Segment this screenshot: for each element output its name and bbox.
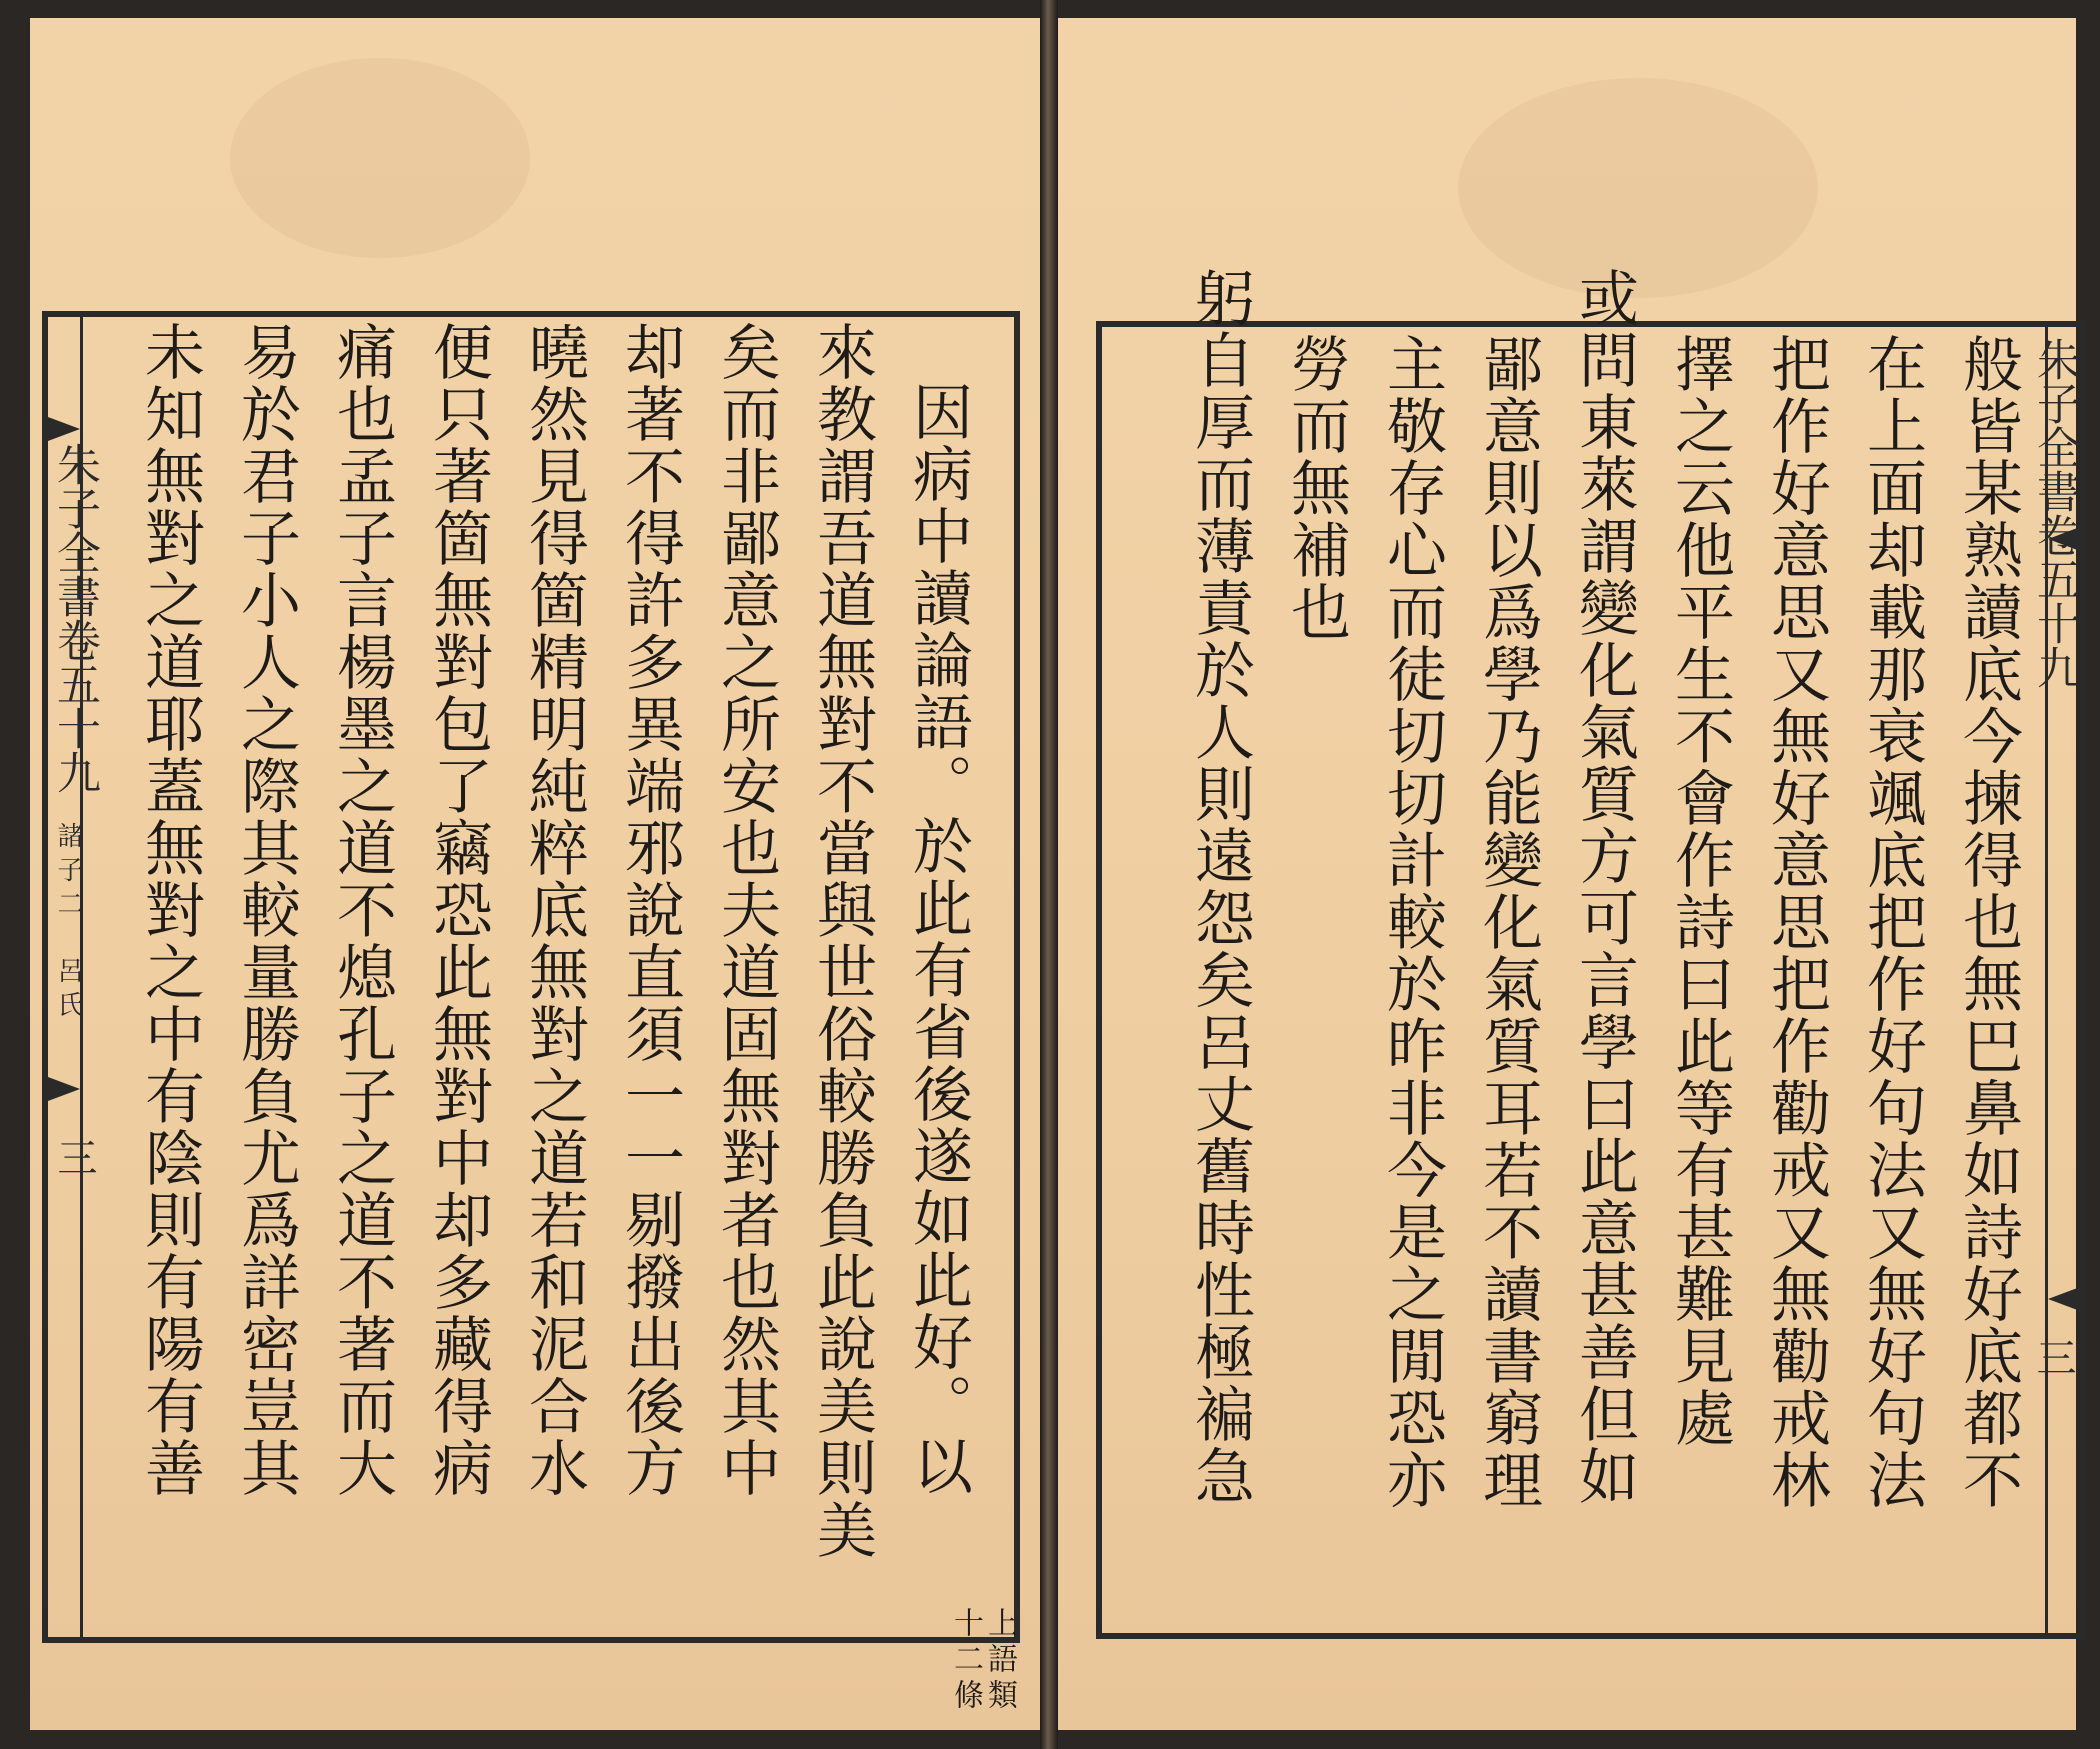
text-column-9: 未知無對之道耶蓋無對之中有陰則有陽有善	[135, 321, 205, 1499]
fishtail-mark-bottom-right	[2048, 1287, 2080, 1311]
text-column-7: 主敬存心而徒切切計較於昨非今是之閒恐亦	[1377, 333, 1447, 1511]
fishtail-mark-bottom	[48, 1077, 80, 1101]
right-text-frame	[1096, 267, 2086, 1639]
text-column-9: 躬自厚而薄責於人則遠怨矣呂丈舊時性極褊急	[1185, 267, 1255, 1507]
spine-chapter: 諸子二	[53, 822, 83, 924]
text-column-6: 便只著箇無對包了竊恐此無對中却多藏得病	[423, 321, 493, 1499]
spine-title: 朱子全書卷五十九	[49, 442, 100, 794]
page-number-right: 三	[2030, 1337, 2076, 1377]
fishtail-mark-top	[48, 417, 80, 441]
spine-author: 呂氏	[53, 957, 83, 1025]
text-column-5: 或問東萊謂變化氣質方可言學曰此意甚善但如	[1569, 267, 1639, 1507]
text-column-1: 因病中讀論語。於此有省後遂如此好。以	[903, 381, 973, 1497]
text-column-2: 在上面却載那衰颯底把作好句法又無好句法	[1857, 333, 1927, 1511]
annotation-note-1: 上語類	[982, 1607, 1017, 1715]
text-column-8: 易於君子小人之際其較量勝負尤爲詳密豈其	[231, 321, 301, 1499]
text-column-2: 來教謂吾道無對不當與世俗較勝負此說美則美	[807, 321, 877, 1561]
text-column-4: 擇之云他平生不會作詩曰此等有甚難見處	[1665, 333, 1735, 1449]
text-column-7: 痛也孟子言楊墨之道不熄孔子之道不著而大	[327, 321, 397, 1499]
text-column-3: 把作好意思又無好意思把作勸戒又無勸戒林	[1761, 333, 1831, 1511]
spine-title-right: 朱子全書卷五十九	[2029, 337, 2080, 689]
text-column-8: 勞而無補也	[1281, 333, 1351, 643]
text-column-6: 鄙意則以爲學乃能變化氣質耳若不讀書窮理	[1473, 333, 1543, 1511]
right-page	[1058, 18, 2080, 1730]
book-gutter	[1040, 0, 1058, 1749]
left-page	[30, 18, 1040, 1730]
text-column-4: 却著不得許多異端邪說直須一一剔撥出後方	[615, 321, 685, 1499]
annotation-note-2: 十二條	[948, 1607, 983, 1715]
text-column-3: 矣而非鄙意之所安也夫道固無對者也然其中	[711, 321, 781, 1499]
text-column-1: 般皆某熟讀底今揀得也無巴鼻如詩好底都不	[1953, 333, 2023, 1511]
page-number: 三	[51, 1137, 97, 1177]
text-column-5: 曉然見得箇精明純粹底無對之道若和泥合水	[519, 321, 589, 1499]
left-text-frame	[42, 311, 1020, 1715]
